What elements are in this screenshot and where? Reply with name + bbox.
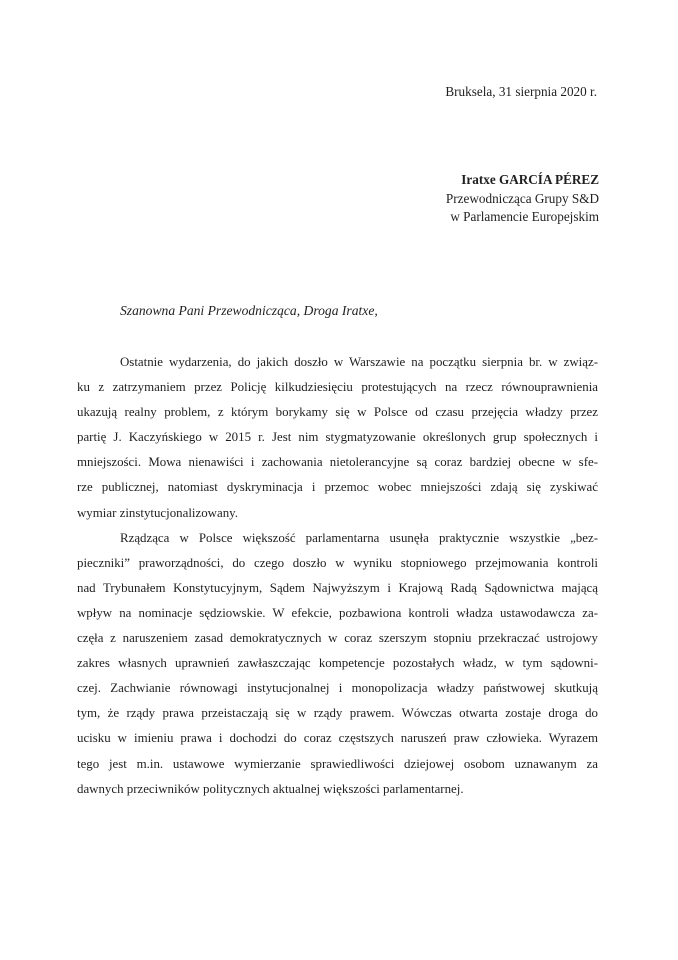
body-line: partię J. Kaczyńskiego w 2015 r. Jest nim stygmatyzowanie określonych grup społecznych i bbox=[77, 430, 598, 445]
body-line: pieczniki” praworządności, do czego doszło w wyniku stopniowego przejmowania kontroli bbox=[77, 555, 598, 570]
recipient-title: Przewodnicząca Grupy S&D bbox=[445, 190, 599, 206]
recipient-block bbox=[446, 171, 599, 227]
paragraph-2 bbox=[77, 526, 598, 802]
body-line: częła z naruszeniem zasad demokratycznych w coraz szerszym stopniu przekraczać ustrojowy bbox=[77, 631, 598, 646]
date-line: Bruksela, 31 sierpnia 2020 r. bbox=[445, 84, 597, 99]
body-line: ukazują realny problem, z którym borykamy się w Polsce od czasu przejęcia władzy przez bbox=[77, 405, 598, 420]
body-line: wpływ na nominacje sędziowskie. W efekcie, pozbawiona kontroli władza ustawodawcza za- bbox=[77, 605, 598, 620]
recipient-name: Iratxe GARCÍA PÉREZ bbox=[461, 172, 599, 187]
body-line: ku z zatrzymaniem przez Policję kilkudziesięciu protestujących na rzecz równouprawnienia bbox=[77, 380, 598, 395]
body-line: ucisku w imieniu prawa i dochodzi do coraz częstszych naruszeń praw człowieka. Wyrazem bbox=[77, 731, 598, 746]
body-line: tym, że rządy prawa przeistaczają się w rządy prawem. Wówczas otwarta zostaje droga do bbox=[77, 706, 598, 721]
body-line: rze publicznej, natomiast dyskryminacja i przemoc wobec mniejszości zdają się zyskiwać bbox=[77, 480, 598, 495]
recipient-organization: w Parlamencie Europejskim bbox=[450, 209, 599, 225]
body-line: zakres własnych uprawnień zawłaszczając kompetencje pozostałych władz, w tym sądowni- bbox=[77, 656, 598, 671]
body-line: dawnych przeciwników politycznych aktualnej większości parlamentarnej. bbox=[77, 781, 464, 796]
paragraph-1 bbox=[77, 350, 598, 526]
letter-body bbox=[77, 350, 598, 802]
body-line: Rządząca w Polsce większość parlamentarna usunęła praktycznie wszystkie „bez- bbox=[120, 530, 598, 545]
body-line: czej. Zachwianie równowagi instytucjonalnej i monopolizacja władzy państwowej skutkują bbox=[77, 681, 598, 696]
salutation-line: Szanowna Pani Przewodnicząca, Droga Iratxe, bbox=[120, 303, 378, 318]
body-line: tego jest m.in. ustawowe wymierzanie sprawiedliwości dziejowej osobom uznawanym za bbox=[77, 756, 598, 771]
body-line: Ostatnie wydarzenia, do jakich doszło w Warszawie na początku sierpnia br. w związ- bbox=[120, 355, 598, 369]
body-line: nad Trybunałem Konstytucyjnym, Sądem Najwyższym i Krajową Radą Sądownictwa mającą bbox=[77, 580, 598, 595]
body-line: mniejszości. Mowa nienawiści i zachowania nietolerancyjne są coraz bardziej obecne w sfe- bbox=[77, 455, 598, 470]
body-line: wymiar zinstytucjonalizowany. bbox=[77, 505, 238, 520]
